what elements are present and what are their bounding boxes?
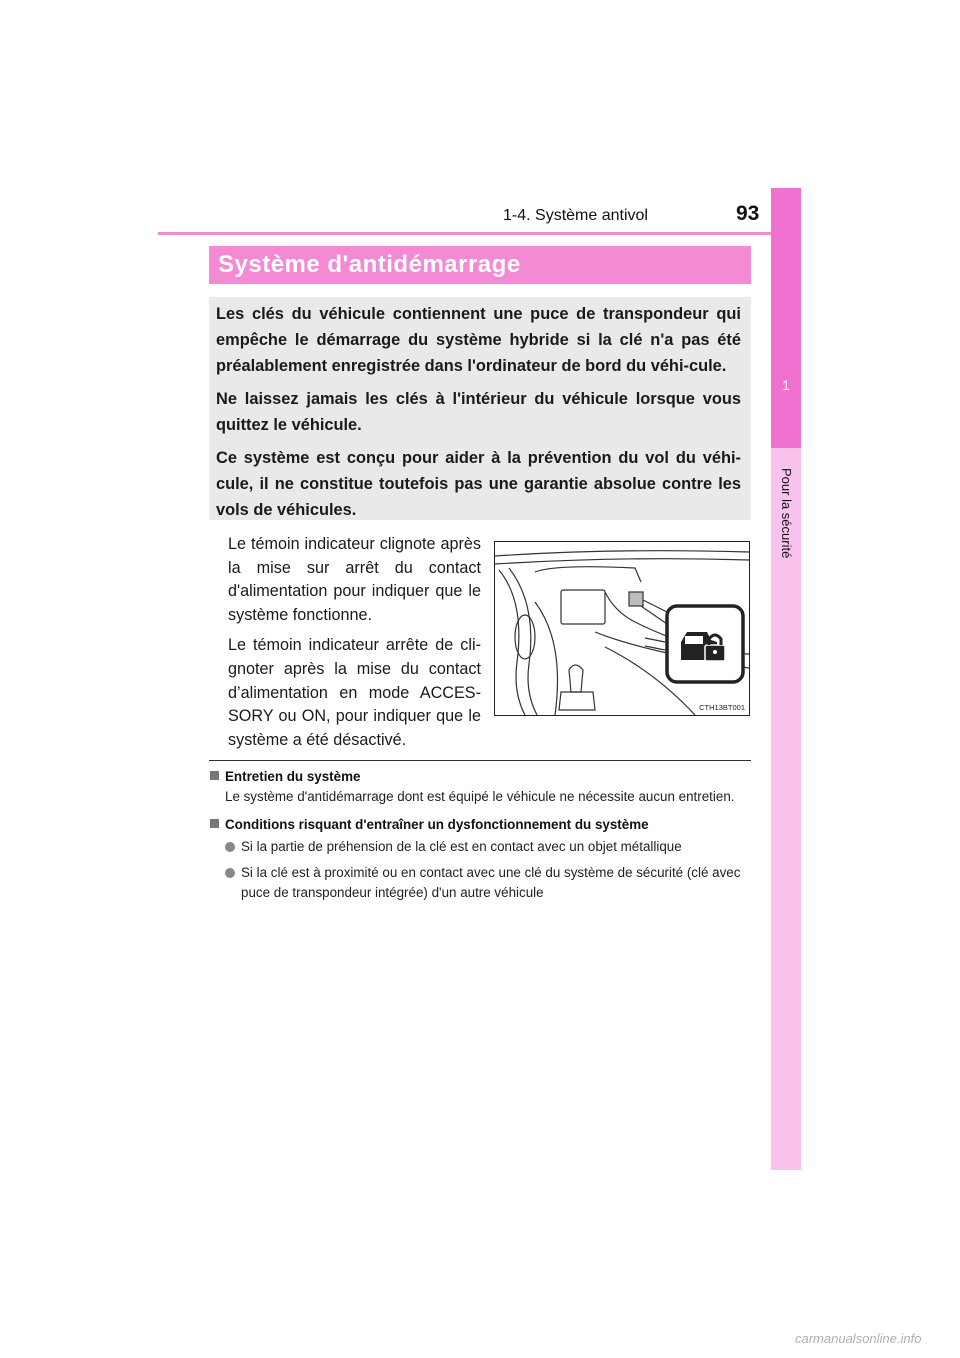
figure-code: CTH13BT001 [699,703,745,712]
list-item [225,863,750,903]
running-header: 1-4. Système antivol [503,207,648,224]
circle-bullet-icon [225,868,235,878]
header-rule [158,232,800,235]
notes [210,767,750,909]
circle-bullet-icon [225,842,235,852]
intro-paragraph: Les clés du véhicule contiennent une puce de transpondeur qui empêche le démarrage du système hybride si la clé n'a pas été préalablement enregistrée dans l'ordinateur de bord du véhi-cule. [216,305,741,375]
note-heading-text: Entretien du système [225,769,361,784]
section-divider [209,760,751,761]
list-item-text: Si la partie de préhension de la clé est en contact avec un objet métallique [241,839,682,854]
watermark: carmanualsonline.info [795,1331,922,1346]
chapter-tab-active[interactable] [771,188,801,448]
list-item-text: Si la clé est à proximité ou en contact avec une clé du système de sécurité (clé avec puce de transpondeur intégrée) d'un autre véhicule [241,865,741,900]
intro-box [209,297,751,520]
square-bullet-icon [210,771,219,780]
intro-paragraph: Ce système est conçu pour aider à la prévention du vol du véhi-cule, il ne constitue toutefois pas une garantie absolue contre les vols de véhicules. [216,449,741,519]
page-number: 93 [736,202,760,225]
list-item [225,837,750,857]
chapter-title: Pour la sécurité [779,468,794,559]
car-lock-icon [681,632,725,661]
note-heading [210,815,750,835]
body-paragraph: Le témoin indicateur arrête de cli-gnoter après la mise du contact d’alimentation en mode ACCES-SORY ou ON, pour indiquer que le système a été désactivé. [228,636,481,749]
body-text [228,533,481,759]
note-heading-text: Conditions risquant d'entraîner un dysfonctionnement du système [225,817,649,832]
note-text: Le système d'antidémarrage dont est équipé le véhicule ne nécessite aucun entretien. [225,789,735,804]
chapter-number: 1 [782,377,790,393]
section-title: Système d'antidémarrage [209,246,751,284]
square-bullet-icon [210,819,219,828]
body-paragraph: Le témoin indicateur clignote après la mise sur arrêt du contact d'alimentation pour indiquer que le système fonctionne. [228,535,481,624]
note-heading [210,767,750,787]
intro-paragraph: Ne laissez jamais les clés à l'intérieur du véhicule lorsque vous quittez le véhicule. [216,390,741,434]
dashboard-illustration [494,541,750,716]
dashboard-drawing [495,542,749,715]
